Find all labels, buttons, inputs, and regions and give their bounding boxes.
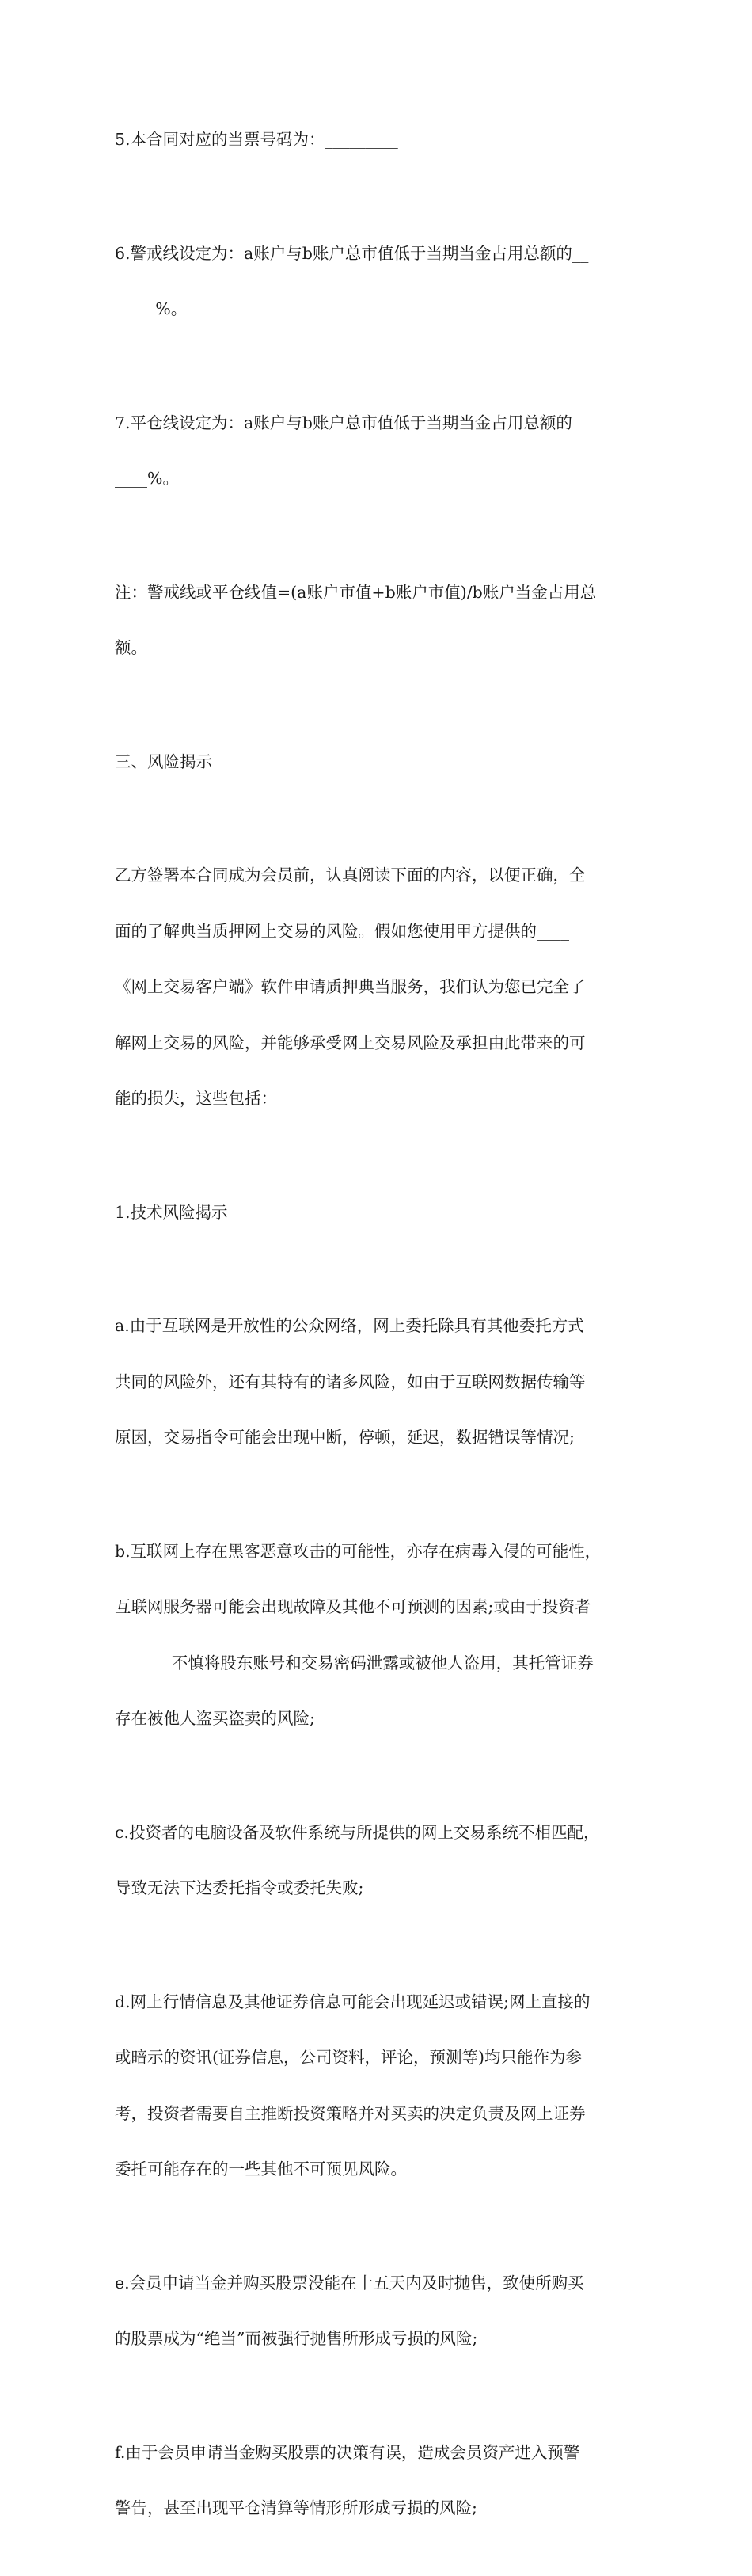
text-line: 的股票成为“绝当”而被强行抛售所形成亏损的风险; — [115, 2329, 478, 2348]
risk-intro — [115, 829, 641, 1146]
note-formula — [115, 546, 641, 695]
text-line: f.由于会员申请当金购买股票的决策有误，造成会员资产进入预警 — [115, 2442, 580, 2462]
text-line: 委托可能存在的一些其他不可预见风险。 — [115, 2159, 407, 2178]
text-line: _____%。 — [115, 299, 188, 318]
clause-warning-line — [115, 207, 641, 356]
risk-item-b — [115, 1505, 641, 1766]
risk-item-a — [115, 1280, 641, 1485]
text-line: d.网上行情信息及其他证券信息可能会出现延迟或错误;网上直接的 — [115, 1992, 591, 2011]
section-heading: 三、风险揭示 — [115, 751, 212, 771]
text-line: 存在被他人盗买盗卖的风险; — [115, 1709, 315, 1728]
text-line: 5.本合同对应的当票号码为：_________ — [115, 130, 398, 149]
text-line: 原因，交易指令可能会出现中断，停顿，延迟，数据错误等情况; — [115, 1428, 575, 1447]
text-line: a.由于互联网是开放性的公众网络，网上委托除具有其他委托方式 — [115, 1316, 584, 1335]
clause-liquidation-line — [115, 377, 641, 526]
text-line: ____%。 — [115, 469, 179, 488]
text-line: 导致无法下达委托指令或委托失败; — [115, 1878, 364, 1897]
text-line: 互联网服务器可能会出现故障及其他不可预测的因素;或由于投资者 — [115, 1597, 591, 1616]
text-line: 警告，甚至出现平仓清算等情形所形成亏损的风险; — [115, 2498, 477, 2517]
text-line: 7.平仓线设定为：a账户与b账户总市值低于当期当金占用总额的__ — [115, 413, 589, 432]
document-page — [115, 93, 641, 2576]
risk-item-c — [115, 1786, 641, 1935]
text-line: 额。 — [115, 638, 147, 657]
clause-ticket-number — [115, 93, 641, 187]
risk-item-e — [115, 2237, 641, 2386]
risk-item-d — [115, 1956, 641, 2216]
text-line: 解网上交易的风险，并能够承受网上交易风险及承担由此带来的可 — [115, 1033, 586, 1052]
text-line: 《网上交易客户端》软件申请质押典当服务，我们认为您已完全了 — [115, 977, 586, 996]
text-line: 共同的风险外，还有其特有的诸多风险，如由于互联网数据传输等 — [115, 1372, 586, 1391]
text-line: e.会员申请当金并购买股票没能在十五天内及时抛售，致使所购买 — [115, 2273, 584, 2293]
text-line: 乙方签署本合同成为会员前，认真阅读下面的内容，以便正确，全 — [115, 866, 586, 885]
text-line: c.投资者的电脑设备及软件系统与所提供的网上交易系统不相匹配， — [115, 1822, 600, 1842]
subheading: 1.技术风险揭示 — [115, 1202, 228, 1222]
text-line: b.互联网上存在黑客恶意攻击的可能性，亦存在病毒入侵的可能性， — [115, 1541, 602, 1561]
text-line: 注：警戒线或平仓线值=(a账户市值+b账户市值)/b账户当金占用总 — [115, 582, 597, 602]
text-line: 或暗示的资讯(证券信息，公司资料，评论，预测等)均只能作为参 — [115, 2048, 582, 2067]
text-line: 考，投资者需要自主推断投资策略并对买卖的决定负责及网上证券 — [115, 2103, 586, 2123]
risk-item-f — [115, 2407, 641, 2555]
text-line: 能的损失，这些包括： — [115, 1089, 277, 1108]
subheading-tech-risk — [115, 1166, 641, 1260]
text-line: 面的了解典当质押网上交易的风险。假如您使用甲方提供的____ — [115, 921, 569, 941]
text-line: 6.警戒线设定为：a账户与b账户总市值低于当期当金占用总额的__ — [115, 243, 589, 263]
section-heading-risk — [115, 716, 641, 809]
text-line: _______不慎将股东账号和交易密码泄露或被他人盗用，其托管证券 — [115, 1653, 594, 1672]
